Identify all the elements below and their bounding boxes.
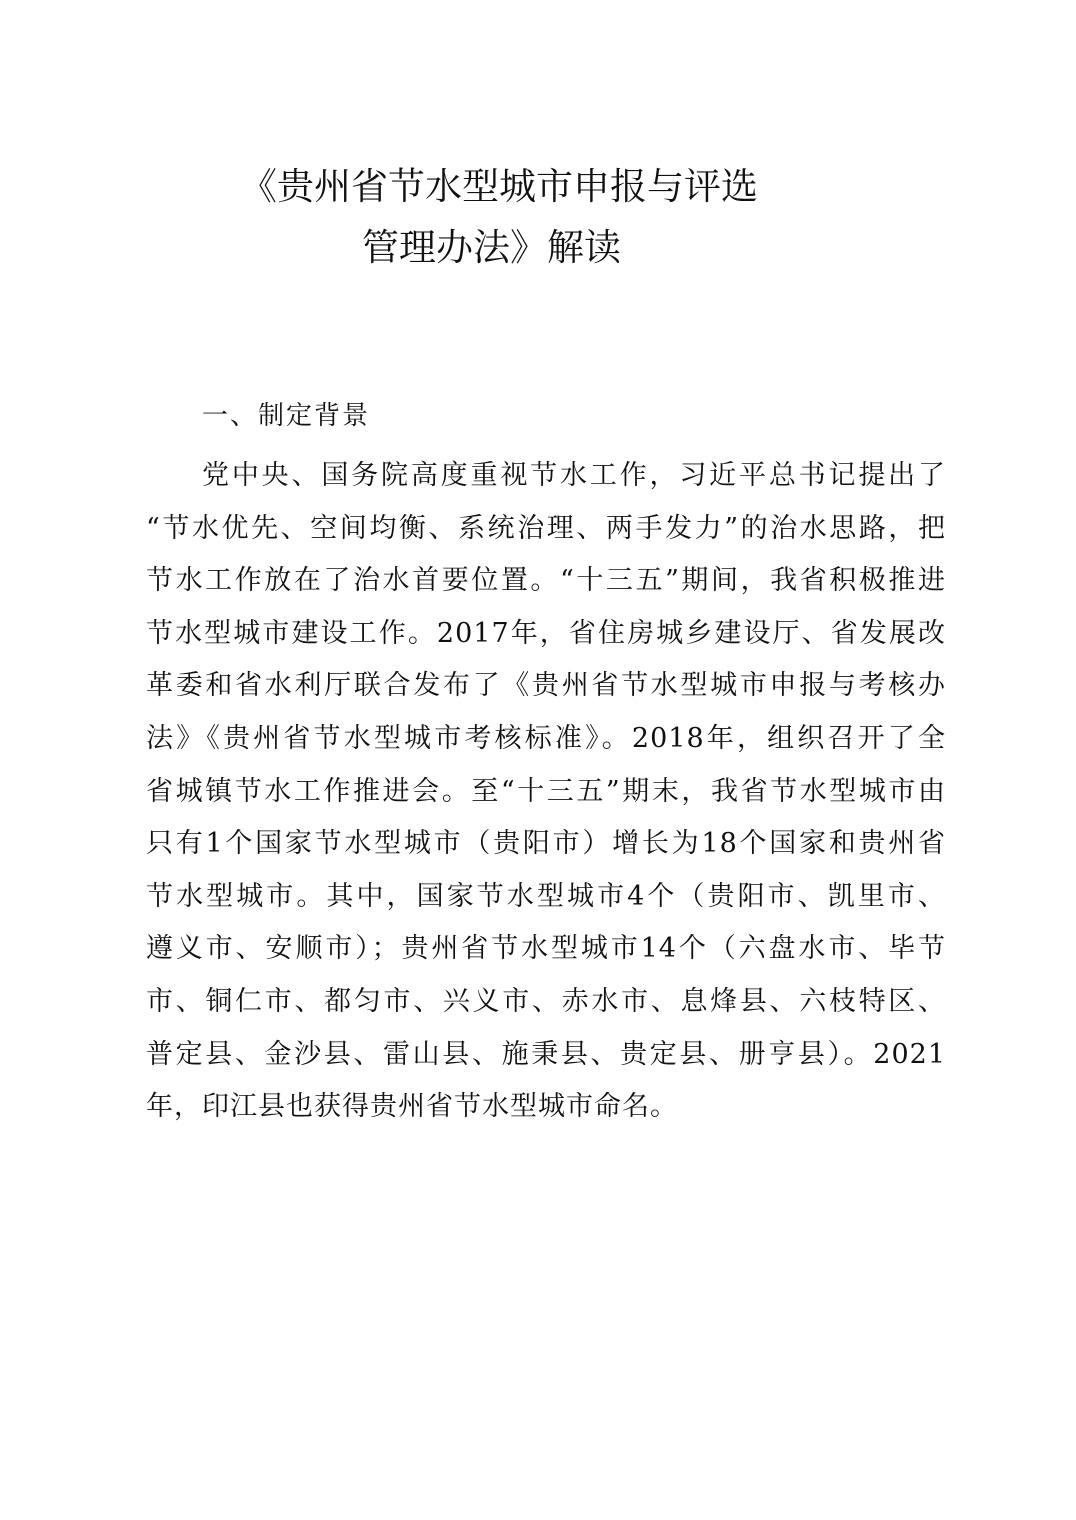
- paragraph-line: 省城镇节水工作推进会。至“十三五”期末，我省节水型城市由: [146, 775, 946, 807]
- body-paragraph: [146, 450, 946, 1134]
- paragraph-line: 党中央、国务院高度重视节水工作，习近平总书记提出了: [202, 460, 946, 491]
- document-title-line-2: 管理办法》解读: [362, 226, 621, 269]
- paragraph-line: 市、铜仁市、都匀市、兴义市、赤水市、息烽县、六枝特区、: [146, 985, 946, 1017]
- paragraph-line: 普定县、金沙县、雷山县、施秉县、贵定县、册亨县）。2021: [146, 1038, 946, 1070]
- paragraph-line: 节水型城市。其中，国家节水型城市4个（贵阳市、凯里市、: [146, 880, 946, 912]
- paragraph-line: 革委和省水利厅联合发布了《贵州省节水型城市申报与考核办: [146, 670, 946, 702]
- paragraph-line: 遵义市、安顺市）；贵州省节水型城市14个（六盘水市、毕节: [146, 933, 946, 965]
- paragraph-line: “节水优先、空间均衡、系统治理、两手发力”的治水思路，把: [146, 512, 946, 544]
- paragraph-line: 节水工作放在了治水首要位置。“十三五”期间，我省积极推进: [146, 565, 946, 597]
- paragraph-line: 年，印江县也获得贵州省节水型城市命名。: [146, 1091, 678, 1123]
- paragraph-line: 节水型城市建设工作。2017年，省住房城乡建设厅、省发展改: [146, 617, 946, 649]
- section-heading: 一、制定背景: [202, 401, 371, 431]
- document-title-line-1: 《贵州省节水型城市申报与评选: [240, 165, 758, 208]
- paragraph-line: 法》《贵州省节水型城市考核标准》。2018年，组织召开了全: [146, 722, 946, 754]
- paragraph-line: 只有1个国家节水型城市（贵阳市）增长为18个国家和贵州省: [146, 828, 946, 860]
